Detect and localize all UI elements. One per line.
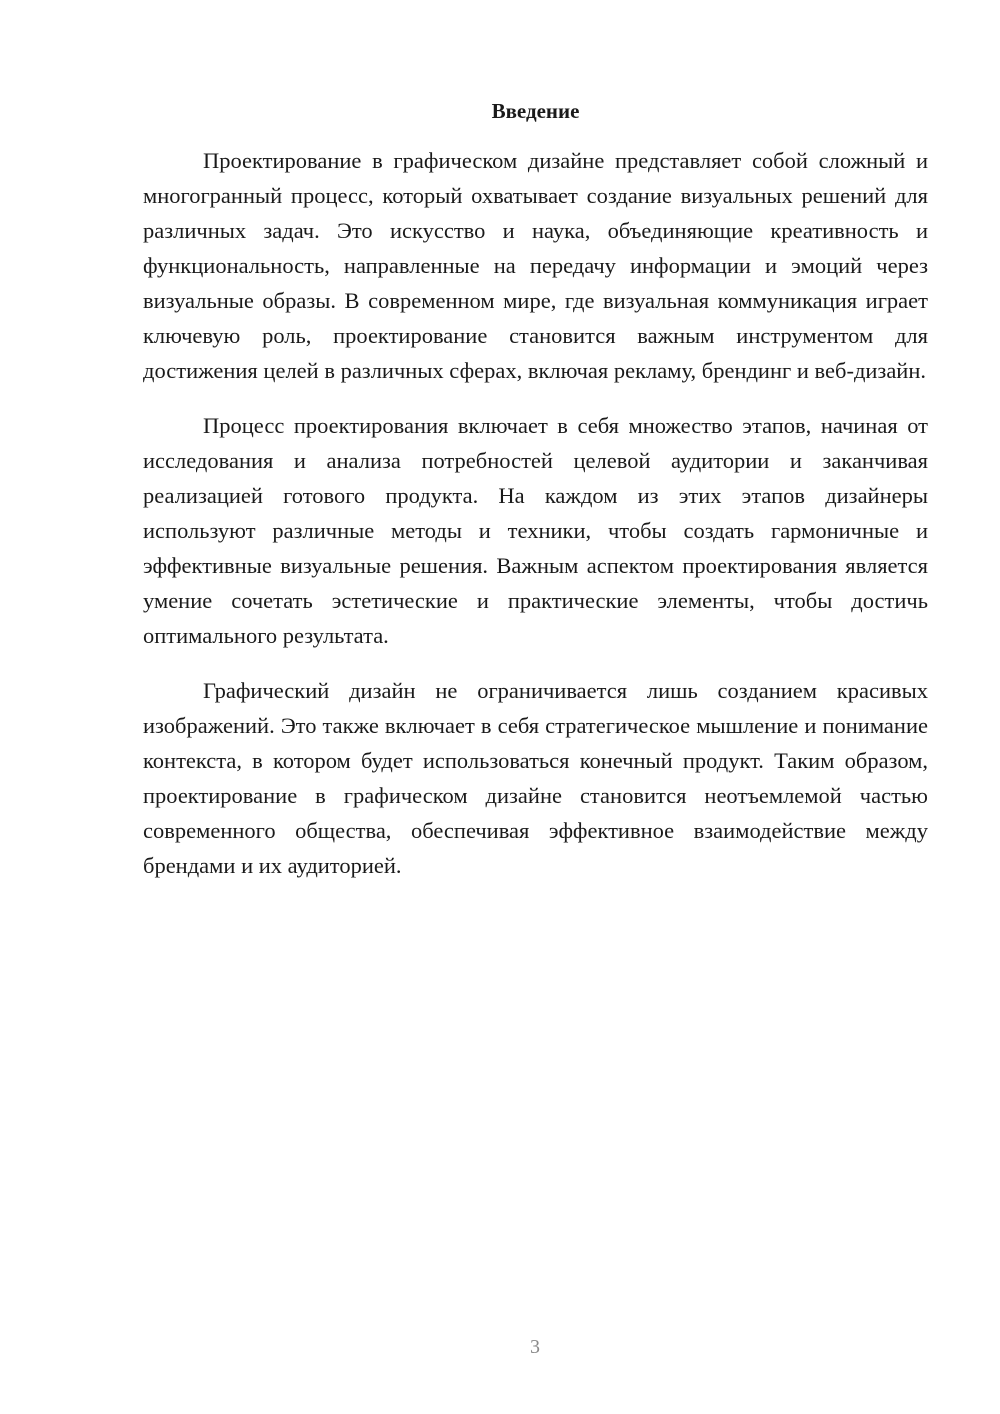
page-number: 3: [530, 1336, 540, 1358]
paragraph-3: Графический дизайн не ограничивается лишь созданием красивых изображений. Это также включает в себя стратегическое мышление и понимание контекста, в котором будет использоваться конечный продукт. Таким образом, проектирование в графическом дизайне становится неотъемлемой частью современного общества, обеспечивая эффективное взаимодействие между брендами и их аудиторией.: [143, 678, 928, 878]
body-text: [143, 143, 928, 903]
section-heading: Введение: [491, 99, 580, 123]
paragraph-1: Проектирование в графическом дизайне представляет собой сложный и многогранный процесс, который охватывает создание визуальных решений для различных задач. Это искусство и наука, объединяющие креативность и функциональность, направленные на передачу информации и эмоций через визуальные образы. В современном мире, где визуальная коммуникация играет ключевую роль, проектирование становится важным инструментом для достижения целей в различных сферах, включая рекламу, брендинг и веб-дизайн.: [143, 148, 928, 383]
paragraph-2: Процесс проектирования включает в себя множество этапов, начиная от исследования и анализа потребностей целевой аудитории и заканчивая реализацией готового продукта. На каждом из этих этапов дизайнеры используют различные методы и техники, чтобы создать гармоничные и эффективные визуальные решения. Важным аспектом проектирования является умение сочетать эстетические и практические элементы, чтобы достичь оптимального результата.: [143, 413, 928, 648]
